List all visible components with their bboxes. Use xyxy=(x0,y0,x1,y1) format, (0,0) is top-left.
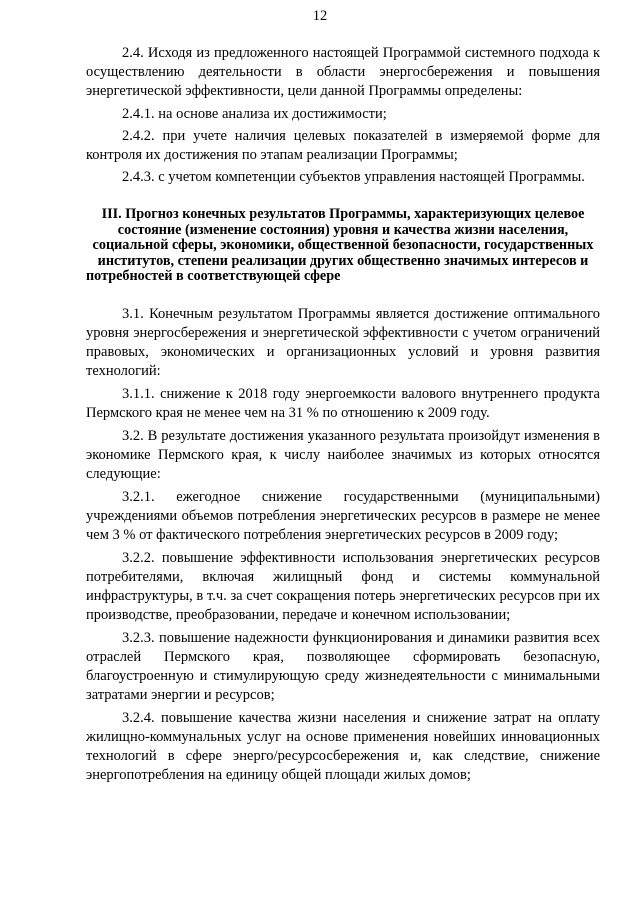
paragraph-3-2: 3.2. В результате достижения указанного результата произойдут изменения в экономике Пермского края, к числу наиболее значимых из которых относятся следующие: xyxy=(86,427,600,482)
paragraph-2-4-3: 2.4.3. с учетом компетенции субъектов управления настоящей Программы. xyxy=(122,169,585,185)
paragraph-3-1: 3.1. Конечным результатом Программы является достижение оптимального уровня энергосбережения и энергетической эффективности с учетом ограничений правовых, экономических и организационных условий и уровня развития технологий: xyxy=(86,305,600,379)
paragraph-3-2-4: 3.2.4. повышение качества жизни населения и снижение затрат на оплату жилищно-коммунальных услуг на основе применения новейших инновационных технологий в сфере энерго/ресурсосбережения и, как следствие, снижение энергопотребления на единицу общей площади жилых домов; xyxy=(86,709,600,783)
paragraph-3-1-1: 3.1.1. снижение к 2018 году энергоемкости валового внутреннего продукта Пермского края не менее чем на 31 % по отношению к 2009 году. xyxy=(86,385,600,421)
document-body xyxy=(86,44,600,789)
paragraph-2-4-2: 2.4.2. при учете наличия целевых показателей в измеряемой форме для контроля их достижения по этапам реализации Программы; xyxy=(86,128,600,163)
paragraph-3-2-3: 3.2.3. повышение надежности функционирования и динамики развития всех отраслей Пермского края, позволяющее сформировать безопасную, благоустроенную и стимулирующую среду жизнедеятельности с минимальными затратами энергии и ресурсов; xyxy=(86,629,600,703)
paragraph-2-4-1: 2.4.1. на основе анализа их достижимости; xyxy=(122,106,387,122)
section-title: III. Прогноз конечных результатов Программы, характеризующих целевое состояние (изменение состояния) уровня и качества жизни населения, социальной сферы, экономики, общественной безопасности, государственных институтов, степени реализации других общественно значимых интересов и потребностей в соответствующей сфере xyxy=(86,206,594,284)
paragraph-3-2-1: 3.2.1. ежегодное снижение государственными (муниципальными) учреждениями объемов потребления энергетических ресурсов в размере не менее чем 3 % от фактического потребления энергетических ресурсов в 2009 году; xyxy=(86,488,600,543)
page-number: 12 xyxy=(312,8,328,24)
paragraph-3-2-2: 3.2.2. повышение эффективности использования энергетических ресурсов потребителями, включая жилищный фонд и системы коммунальной инфраструктуры, в т.ч. за счет сокращения потерь энергетических ресурсов при их производстве, преобразовании, передаче и конечном использовании; xyxy=(86,549,600,623)
paragraph-2-4: 2.4. Исходя из предложенного настоящей Программой системного подхода к осуществлению деятельности в области энергосбережения и повышения энергетической эффективности, цели данной Программы определены: xyxy=(86,45,600,99)
